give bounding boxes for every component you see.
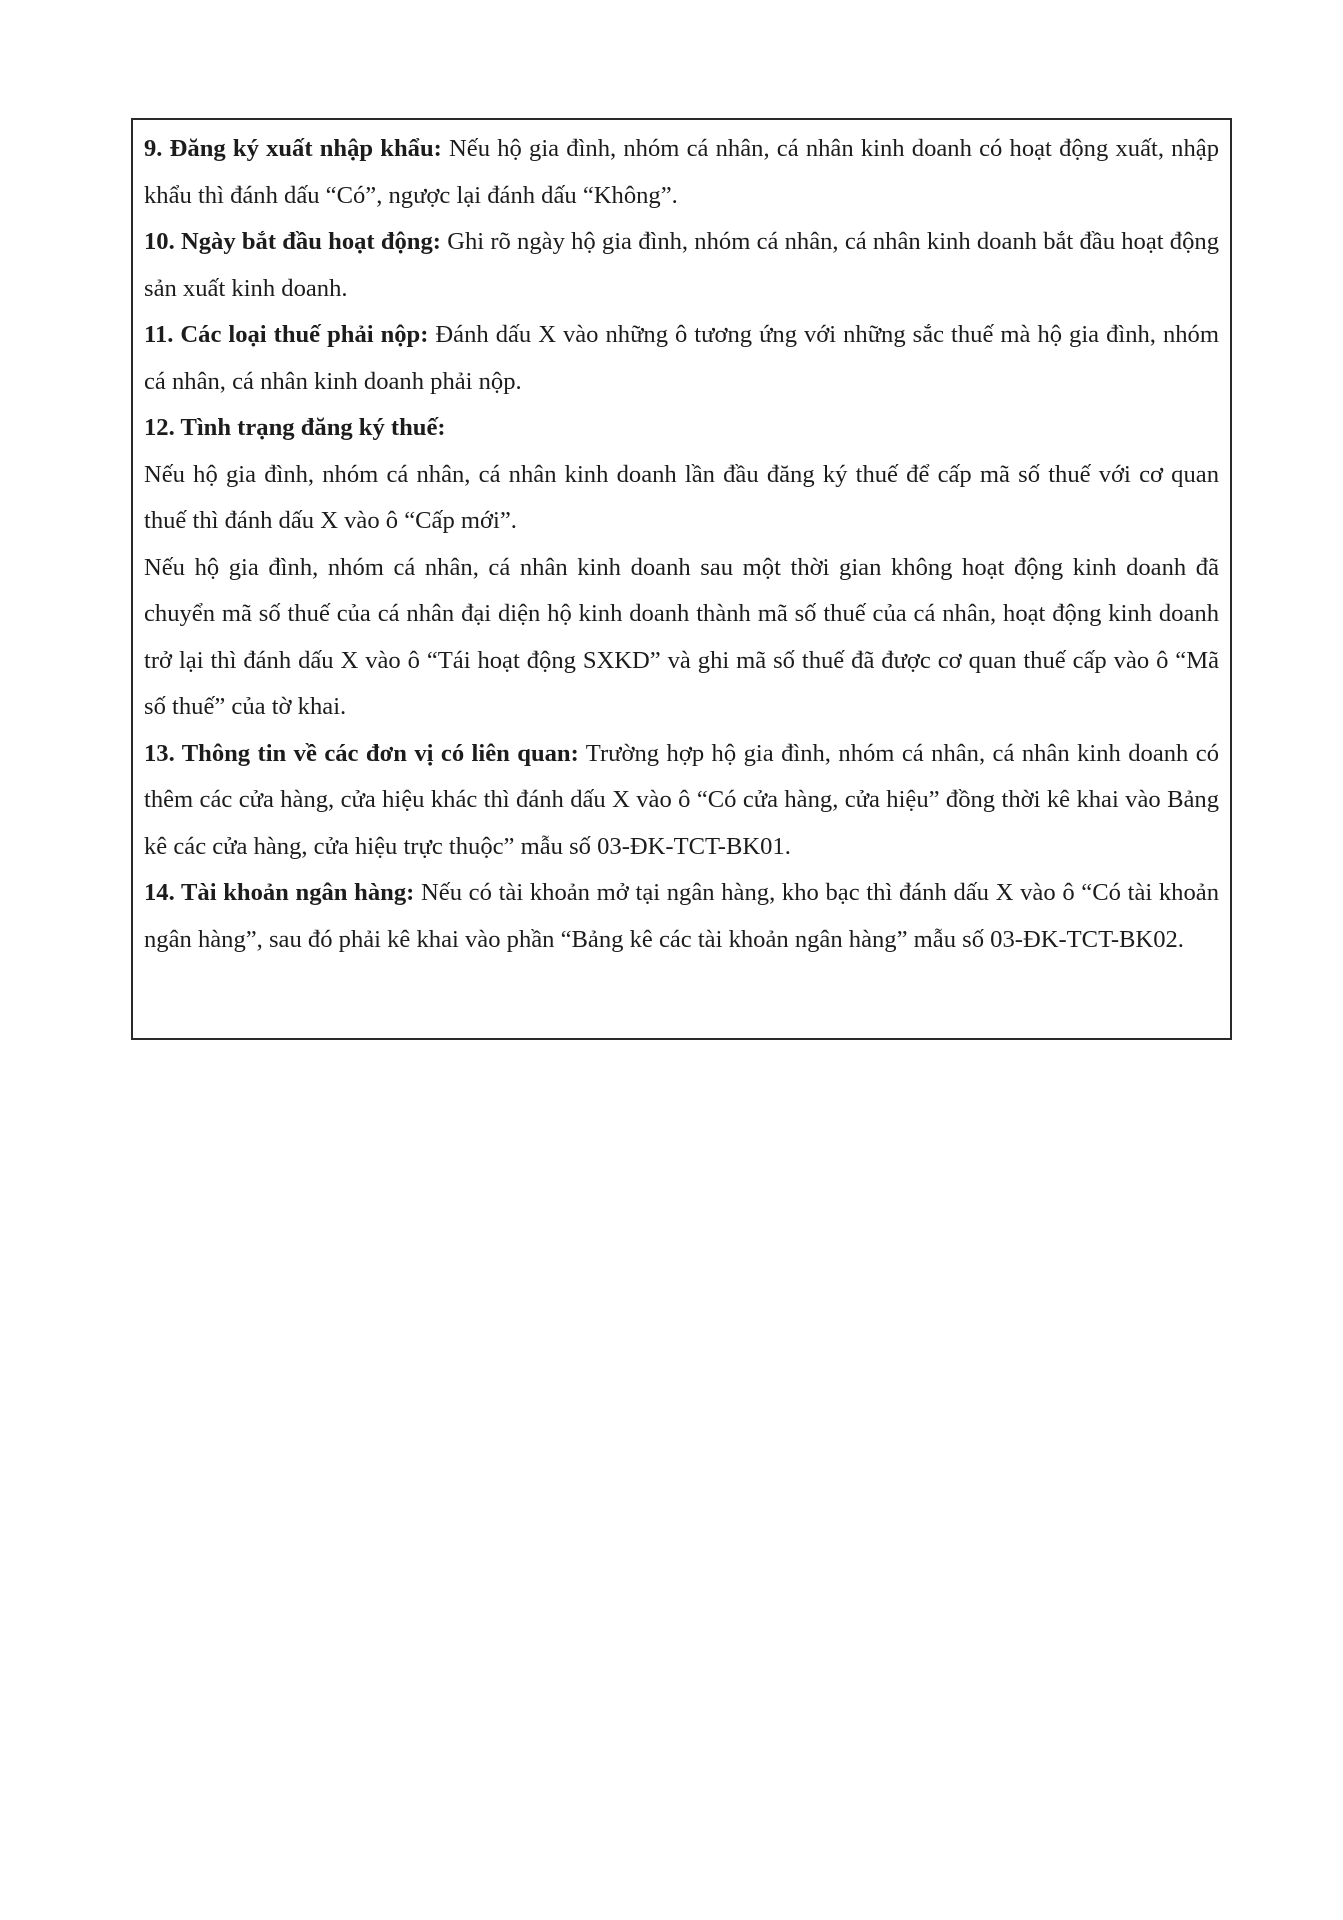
section-13-related-units <box>144 731 1219 871</box>
section-12-registration-status <box>144 405 1219 452</box>
section-13-text: Trường hợp hộ gia đình, nhóm cá nhân, cá nhân kinh doanh có thêm các cửa hàng, cửa hiệu khác thì đánh dấu X vào ô “Có cửa hàng, cửa hiệu” đồng thời kê khai vào Bảng kê các cửa hàng, cửa hiệu trực thuộc” mẫu số 03-ĐK-TCT-BK01. <box>144 739 1219 860</box>
instructions-box <box>131 118 1232 1040</box>
section-9-heading: 9. Đăng ký xuất nhập khẩu: <box>144 135 442 162</box>
section-12-new-text: Nếu hộ gia đình, nhóm cá nhân, cá nhân kinh doanh lần đầu đăng ký thuế để cấp mã số thuế với cơ quan thuế thì đánh dấu X vào ô “Cấp mới”. <box>144 460 1219 534</box>
section-12-paragraph-reactivate <box>144 545 1219 731</box>
section-11-tax-types <box>144 312 1219 405</box>
section-9-text: Nếu hộ gia đình, nhóm cá nhân, cá nhân kinh doanh có hoạt động xuất, nhập khẩu thì đánh dấu “Có”, ngược lại đánh dấu “Không”. <box>144 135 1219 209</box>
section-14-bank-account <box>144 870 1219 963</box>
section-10-start-date <box>144 219 1219 312</box>
section-14-text: Nếu có tài khoản mở tại ngân hàng, kho bạc thì đánh dấu X vào ô “Có tài khoản ngân hàng”, sau đó phải kê khai vào phần “Bảng kê các tài khoản ngân hàng” mẫu số 03-ĐK-TCT-BK02. <box>144 879 1219 953</box>
section-12-heading: 12. Tình trạng đăng ký thuế: <box>144 414 446 441</box>
section-12-reactivate-text: Nếu hộ gia đình, nhóm cá nhân, cá nhân kinh doanh sau một thời gian không hoạt động kinh doanh đã chuyển mã số thuế của cá nhân đại diện hộ kinh doanh thành mã số thuế của cá nhân, hoạt động kinh doanh trở lại thì đánh dấu X vào ô “Tái hoạt động SXKD” và ghi mã số thuế đã được cơ quan thuế cấp vào ô “Mã số thuế” của tờ khai. <box>144 553 1219 720</box>
section-14-heading: 14. Tài khoản ngân hàng: <box>144 879 415 906</box>
section-11-text: Đánh dấu X vào những ô tương ứng với những sắc thuế mà hộ gia đình, nhóm cá nhân, cá nhân kinh doanh phải nộp. <box>144 321 1219 395</box>
section-10-text: Ghi rõ ngày hộ gia đình, nhóm cá nhân, cá nhân kinh doanh bắt đầu hoạt động sản xuất kinh doanh. <box>144 228 1219 302</box>
section-11-heading: 11. Các loại thuế phải nộp: <box>144 321 429 348</box>
section-12-paragraph-new <box>144 452 1219 545</box>
section-9-export-import <box>144 126 1219 219</box>
section-13-heading: 13. Thông tin về các đơn vị có liên quan: <box>144 739 579 767</box>
section-10-heading: 10. Ngày bắt đầu hoạt động: <box>144 228 441 255</box>
